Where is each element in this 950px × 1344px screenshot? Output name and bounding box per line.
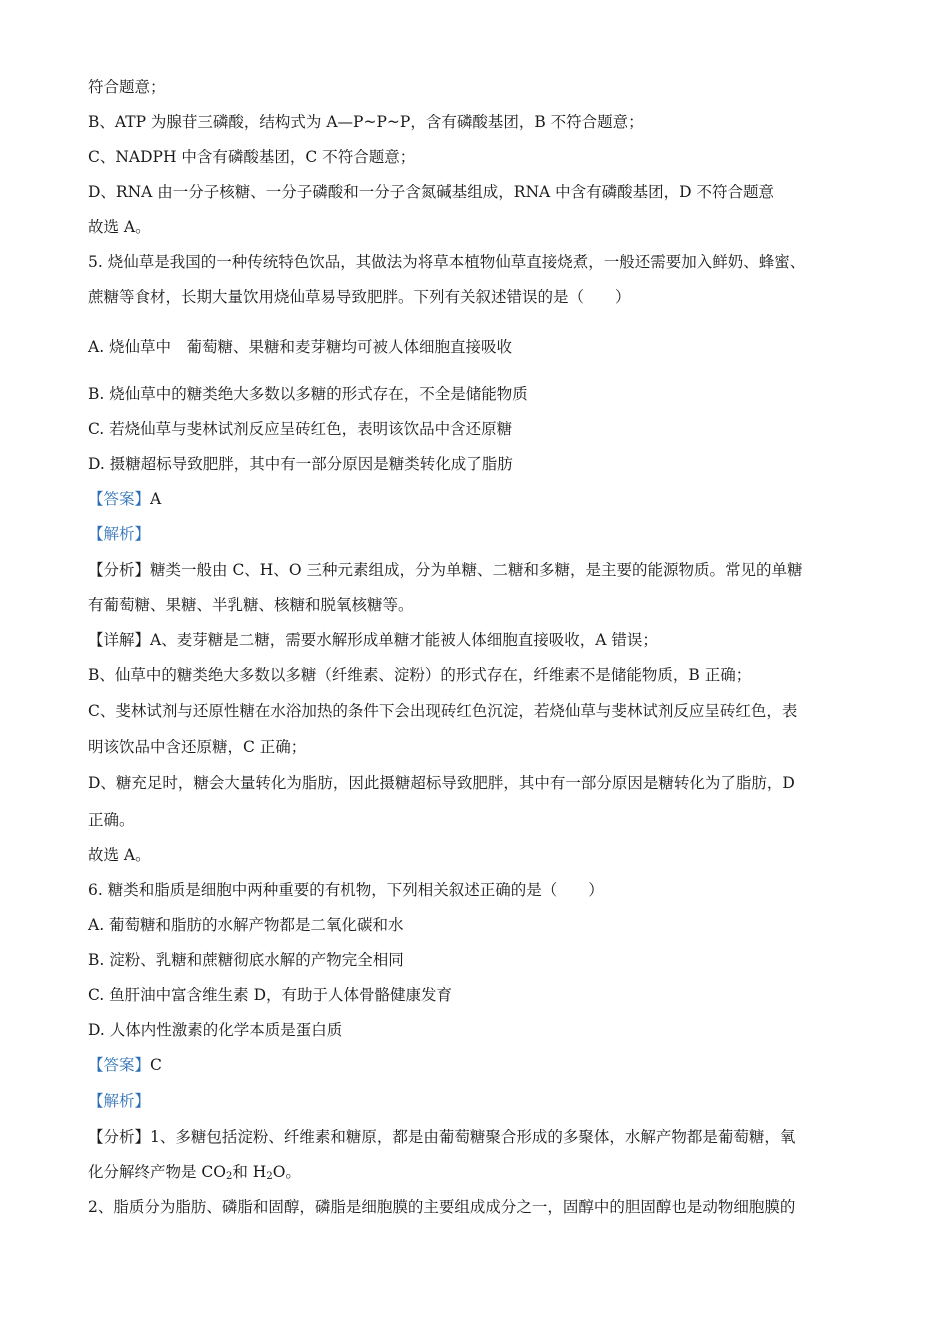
text-line: 符合题意；: [88, 78, 166, 96]
analysis-5-d1: D、糖充足时，糖会大量转化为脂肪，因此摄糖超标导致肥胖，其中有一部分原因是糖转化为了脂肪，D: [88, 774, 795, 792]
question-5-option-d: D. 摄糖超标导致肥胖，其中有一部分原因是糖类转化成了脂肪: [88, 455, 513, 473]
analysis-5-d2: 正确。: [88, 811, 135, 829]
fenxi-tag: 【分析】: [88, 1128, 151, 1146]
question-6-option-c: C. 鱼肝油中富含维生素 D，有助于人体骨骼健康发育: [88, 986, 453, 1004]
text-line: C、NADPH 中含有磷酸基团，C 不符合题意；: [88, 148, 416, 166]
text-line: B、ATP 为腺苷三磷酸，结构式为 A—P~P~P，含有磷酸基团，B 不符合题意；: [88, 113, 644, 131]
analysis-6-fenxi-cont: [88, 1162, 301, 1187]
subscript: 2: [226, 1171, 233, 1182]
fenxi-text: 糖类一般由 C、H、O 三种元素组成，分为单糖、二糖和多糖，是主要的能源物质。常见的单糖: [150, 561, 803, 579]
text-line: 故选 A。: [88, 218, 151, 236]
text-line: D、RNA 由一分子核糖、一分子磷酸和一分子含氮碱基组成，RNA 中含有磷酸基团，D 不符合题意: [88, 183, 774, 201]
question-6-option-b: B. 淀粉、乳糖和蔗糖彻底水解的产物完全相同: [88, 951, 404, 969]
xiangjie-tag: 【详解】: [88, 631, 151, 649]
question-5-option-b: B. 烧仙草中的糖类绝大多数以多糖的形式存在，不全是储能物质: [88, 385, 528, 403]
analysis-5-xiangjie: [88, 630, 658, 650]
answer-6: [88, 1055, 162, 1075]
answer-tag: 【答案】: [88, 490, 151, 508]
fenxi-text: 1、多糖包括淀粉、纤维素和糖原，都是由葡萄糖聚合形成的多聚体，水解产物都是葡萄糖，氧: [150, 1128, 796, 1146]
analysis-6-p3: 2、脂质分为脂肪、磷脂和固醇，磷脂是细胞膜的主要组成成分之一，固醇中的胆固醇也是动物细胞膜的: [88, 1198, 796, 1216]
analysis-tag: 【解析】: [88, 1092, 151, 1110]
analysis-5-fenxi: [88, 560, 802, 580]
analysis-tag: 【解析】: [88, 525, 151, 543]
text-fragment: 化分解终产物是 CO: [88, 1163, 226, 1181]
question-5-option-c: C. 若烧仙草与斐林试剂反应呈砖红色，表明该饮品中含还原糖: [88, 420, 513, 438]
question-5-stem-line-1: 5. 烧仙草是我国的一种传统特色饮品，其做法为将草本植物仙草直接烧煮，一般还需要加入鲜奶、蜂蜜、: [88, 253, 806, 271]
analysis-5-conclusion: 故选 A。: [88, 846, 151, 864]
answer-value: A: [150, 490, 162, 508]
question-6-stem: 6. 糖类和脂质是细胞中两种重要的有机物，下列相关叙述正确的是（ ）: [88, 881, 604, 899]
analysis-6-fenxi: [88, 1127, 795, 1147]
question-6-option-a: A. 葡萄糖和脂肪的水解产物都是二氧化碳和水: [88, 916, 404, 934]
text-fragment: 和 H: [232, 1163, 267, 1181]
subscript: 2: [266, 1171, 273, 1182]
answer-5: [88, 489, 161, 509]
analysis-5-fenxi-cont: 有葡萄糖、果糖、半乳糖、核糖和脱氧核糖等。: [88, 596, 414, 614]
answer-value: C: [150, 1056, 162, 1074]
question-6-option-d: D. 人体内性激素的化学本质是蛋白质: [88, 1021, 343, 1039]
analysis-5-b: B、仙草中的糖类绝大多数以多糖（纤维素、淀粉）的形式存在，纤维素不是储能物质，B 正确；: [88, 666, 752, 684]
question-5-option-a: A. 烧仙草中 葡萄糖、果糖和麦芽糖均可被人体细胞直接吸收: [88, 338, 513, 356]
text-fragment: O。: [272, 1163, 301, 1181]
xiangjie-text: A、麦芽糖是二糖，需要水解形成单糖才能被人体细胞直接吸收，A 错误；: [150, 631, 658, 649]
fenxi-tag: 【分析】: [88, 561, 151, 579]
analysis-5-c1: C、斐林试剂与还原性糖在水浴加热的条件下会出现砖红色沉淀，若烧仙草与斐林试剂反应呈砖红色，表: [88, 702, 798, 720]
question-5-stem-line-2: 蔗糖等食材，长期大量饮用烧仙草易导致肥胖。下列有关叙述错误的是（ ）: [88, 288, 631, 306]
answer-tag: 【答案】: [88, 1056, 151, 1074]
analysis-5-c2: 明该饮品中含还原糖，C 正确；: [88, 738, 307, 756]
